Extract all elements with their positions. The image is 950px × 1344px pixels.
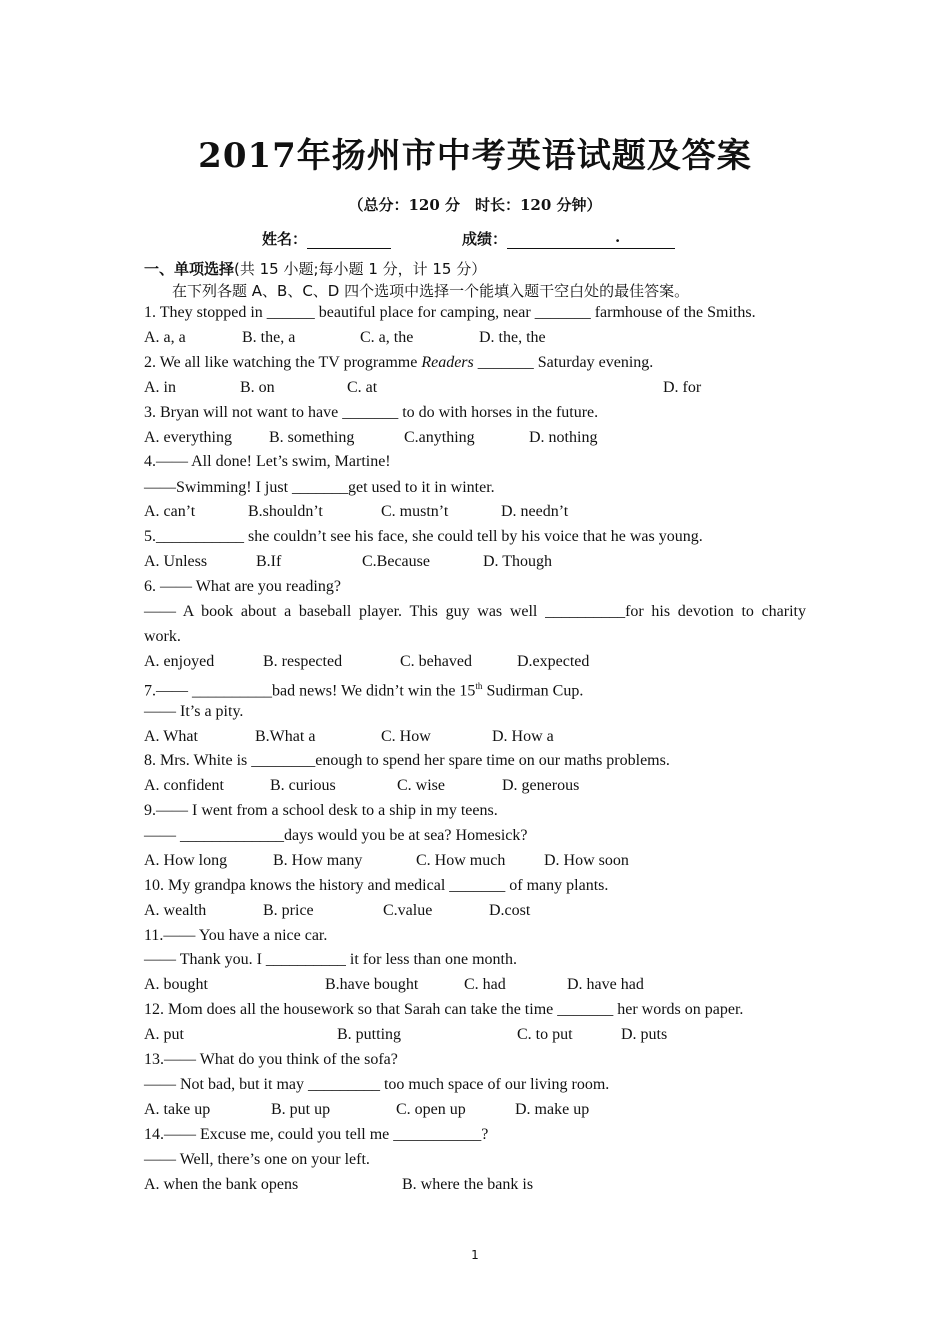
option-a: A. How long [144,852,228,869]
page-title: 2017年扬州市中考英语试题及答案 [198,136,752,176]
name-field [262,228,391,249]
option-c: C. wise [397,777,445,794]
option-c: C. to put [517,1026,573,1043]
option-b: B. respected [263,653,343,670]
option-b: B. on [240,379,275,396]
question-stem-part: _______ Saturday evening. [473,354,654,371]
score-blank [507,228,675,249]
question-stem [144,353,653,373]
option-d: D. generous [502,777,580,794]
option-a: A. enjoyed [144,653,215,670]
option-c: C. at [347,379,378,396]
option-d: D. How a [492,728,554,745]
section-heading-bold: 一、单项选择 [144,260,235,278]
question-stem: 6. —— What are you reading? [144,578,341,595]
option-c: C.Because [362,553,430,570]
option-a: A. wealth [144,902,207,919]
option-d: D.expected [517,653,590,670]
option-d: D. Though [483,553,553,570]
option-c: C. mustn’t [381,503,449,520]
option-c: C.anything [404,429,475,446]
question-stem: 5.___________ she couldn’t see his face, she could tell by his voice that he was young. [144,528,703,545]
question-stem: —— Not bad, but it may _________ too much space of our living room. [144,1076,610,1093]
option-b: B. where the bank is [402,1176,534,1193]
option-d: D. needn’t [501,503,569,520]
programme-title: Readers [421,354,474,371]
question-stem: 10. My grandpa knows the history and medical _______ of many plants. [144,877,609,894]
option-a: A. take up [144,1101,211,1118]
option-d: D. nothing [529,429,598,446]
name-blank [307,232,391,249]
option-b: B.If [256,553,282,570]
option-b: B. curious [270,777,336,794]
name-label: 姓名： [262,230,308,248]
question-stem-part: Sudirman Cup. [482,682,584,700]
option-a: A. put [144,1026,184,1043]
section-heading [144,259,486,279]
option-b: B. something [269,429,355,446]
question-stem: 11.—— You have a nice car. [144,927,328,944]
option-a: A. Unless [144,553,208,570]
page-number: 1 [471,1248,479,1262]
question-stem: 3. Bryan will not want to have _______ to do with horses in the future. [144,404,599,421]
question-stem: —— A book about a baseball player. This guy was well __________for his devotion to charity [144,603,806,620]
question-stem [144,676,583,701]
question-stem: 9.—— I went from a school desk to a ship in my teens. [144,802,498,819]
option-c: C.value [383,902,433,919]
option-d: D. have had [567,976,644,993]
question-stem: 4.—— All done! Let’s swim, Martine! [144,453,391,470]
option-b: B. price [263,902,314,919]
question-stem: 8. Mrs. White is ________enough to spend her spare time on our maths problems. [144,752,670,769]
option-d: D.cost [489,902,531,919]
option-b: B.shouldn’t [248,503,323,520]
option-b: B. the, a [242,329,296,346]
question-stem: —— It’s a pity. [144,703,244,720]
option-a: A. in [144,379,176,396]
question-stem: ——Swimming! I just _______get used to it in winter. [144,479,495,496]
option-b: B. putting [337,1026,402,1043]
option-c: C. behaved [400,653,472,670]
option-b: B.What a [255,728,316,745]
option-a: A. when the bank opens [144,1176,299,1193]
option-b: B.have bought [325,976,419,993]
question-stem: —— Well, there’s one on your left. [144,1151,370,1168]
question-stem: 13.—— What do you think of the sofa? [144,1051,398,1068]
option-c: C. How much [416,852,506,869]
option-b: B. put up [271,1101,331,1118]
option-c: C. How [381,728,431,745]
question-stem: 14.—— Excuse me, could you tell me ___________? [144,1126,489,1143]
question-stem: work. [144,628,181,645]
option-c: C. had [464,976,506,993]
score-field [462,228,675,249]
section-heading-rest: (共 15 小题;每小题 1 分，计 15 分） [234,260,487,278]
question-stem: —— _____________days would you be at sea? Homesick? [144,827,528,844]
question-stem: 12. Mom does all the housework so that Sarah can take the time _______ her words on paper. [144,1001,744,1018]
option-b: B. How many [273,852,363,869]
score-dot: . [615,228,621,246]
exam-subtitle: （总分：120 分 时长：120 分钟） [348,196,602,214]
section-instruction: 在下列各题 A、B、C、D 四个选项中选择一个能填入题干空白处的最佳答案。 [172,282,690,300]
option-d: D. How soon [544,852,629,869]
option-a: A. can’t [144,503,196,520]
option-a: A. What [144,728,198,745]
ordinal-suffix: th [475,681,483,691]
option-d: D. puts [621,1026,668,1043]
question-stem-part: 7.—— __________bad news! We didn’t win the 15 [144,682,476,700]
option-a: A. confident [144,777,224,794]
option-a: A. everything [144,429,232,446]
option-a: A. bought [144,976,208,993]
question-stem: —— Thank you. I __________ it for less than one month. [144,951,517,968]
option-c: C. open up [396,1101,466,1118]
option-d: D. make up [515,1101,590,1118]
option-d: D. for [663,379,702,396]
question-stem: 1. They stopped in ______ beautiful place for camping, near _______ farmhouse of the Smiths. [144,304,756,321]
option-c: C. a, the [360,329,414,346]
question-stem-part: 2. We all like watching the TV programme [144,354,422,371]
option-a: A. a, a [144,329,186,346]
option-d: D. the, the [479,329,546,346]
score-label: 成绩： [462,230,508,248]
